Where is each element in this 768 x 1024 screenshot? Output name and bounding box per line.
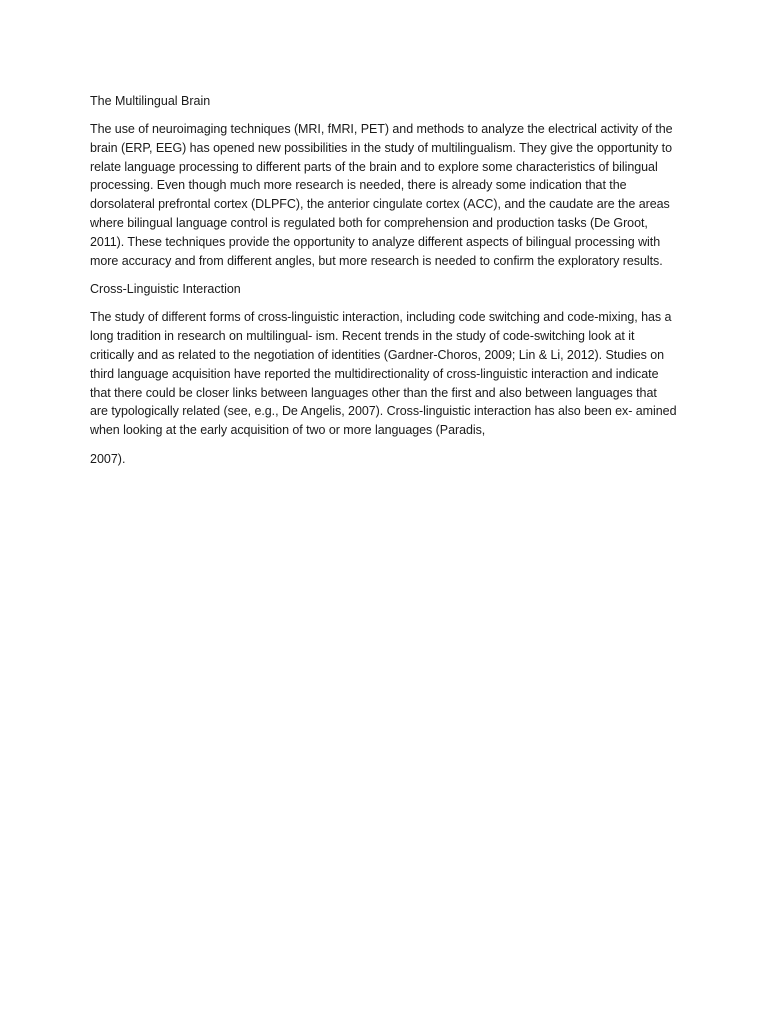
section-title-multilingual-brain: The Multilingual Brain [90, 94, 211, 108]
section-paragraph-cross-linguistic-interaction: The study of different forms of cross-linguistic interaction, including code switching and code-mixing, has a long tradition in research on multilingual- ism. Recent trends in the study of code-switching look at it critically and as related to the negotiation of identities (Gardner-Choros, 2009; Lin & Li, 2012). Studies on third language acquisition have reported the multidirectionality of cross-linguistic interaction and indicate that there could be closer links between languages other than the first and also between languages that are typologically related (see, e.g., De Angelis, 2007). Cross-linguistic interaction has also been ex- amined when looking at the early acquisition of two or more languages (Paradis, [90, 310, 677, 438]
section-title-cross-linguistic-interaction: Cross-Linguistic Interaction [90, 282, 241, 297]
section-paragraph-multilingual-brain: The use of neuroimaging techniques (MRI, fMRI, PET) and methods to analyze the electrical activity of the brain (ERP, EEG) has opened new possibilities in the study of multilingualism. They give the opportunity to relate language processing to different parts of the brain and to explore some characteristics of bilingual processing. Even though much more research is needed, there is already some indication that the dorsolateral prefrontal cortex (DLPFC), the anterior cingulate cortex (ACC), and the caudate are the areas where bilingual language control is regulated both for comprehension and production tasks (De Groot, 2011). These techniques provide the opportunity to analyze different aspects of bilingual processing with more accuracy and from different angles, but more research is needed to confirm the exploratory results. [90, 122, 673, 268]
document-content [90, 92, 678, 469]
section-paragraph-trailing-citation: 2007). [90, 451, 126, 466]
